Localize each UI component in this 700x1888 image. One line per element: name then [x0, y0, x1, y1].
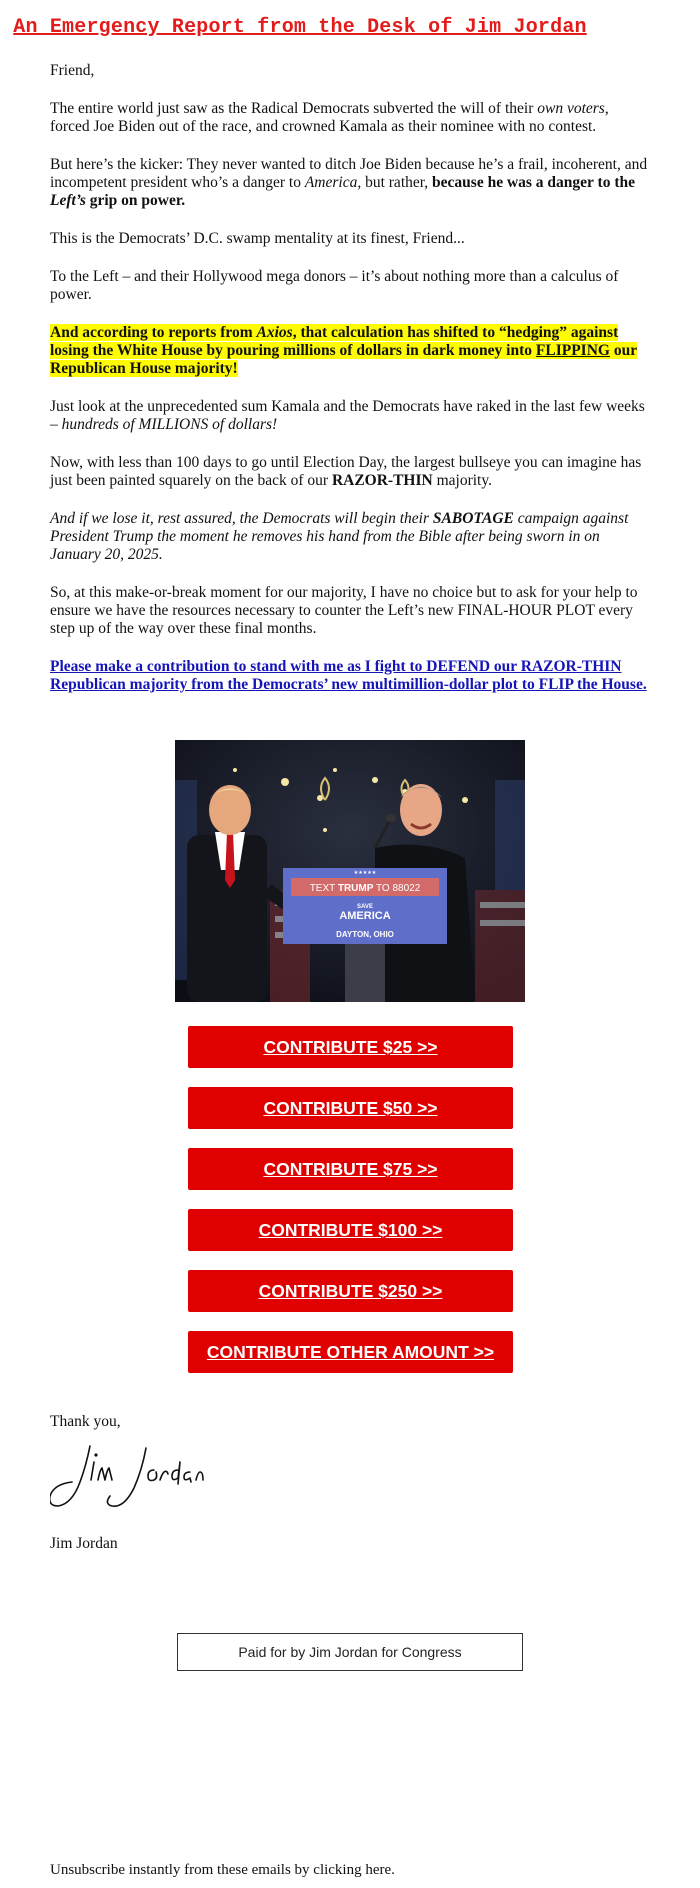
paragraph-8: And if we lose it, rest assured, the Democrats will begin their SABOTAGE campaign against President Trump the moment he removes his hand from the Bible after being sworn in on January 20, 2025.	[50, 510, 629, 563]
signer-name: Jim Jordan	[50, 1535, 118, 1552]
paragraph-6: Just look at the unprecedented sum Kamala and the Democrats have raked in the last few weeks – hundreds of MILLIONS of dollars!	[50, 398, 645, 433]
greeting: Friend,	[50, 62, 95, 79]
paragraph-highlight: And according to reports from Axios, that calculation has shifted to “hedging” against losing the White House by pouring millions of dollars in dark money into FLIPPING our Republican House majority!	[50, 324, 637, 377]
contribute-50-button[interactable]: CONTRIBUTE $50 >>	[188, 1087, 513, 1129]
sign-stars: ★★★★★	[353, 870, 377, 876]
rally-photo	[175, 740, 525, 1002]
paid-for-disclaimer: Paid for by Jim Jordan for Congress	[177, 1633, 523, 1671]
sign-save: SAVE	[357, 904, 373, 910]
paragraph-2: But here’s the kicker: They never wanted to ditch Joe Biden because he’s a frail, incoherent, and incompetent president who’s a danger to America, but rather, because he was a danger to the Left’s grip on power.	[50, 156, 648, 209]
contribution-link[interactable]: Please make a contribution to stand with me as I fight to DEFEND our RAZOR-THIN Republican majority from the Democrats’ new multimillion-dollar plot to FLIP the House.	[50, 658, 647, 693]
sign-city: DAYTON, OHIO	[336, 930, 394, 939]
contribution-link-paragraph	[50, 658, 650, 694]
paragraph-3: This is the Democrats’ D.C. swamp mentality at its finest, Friend...	[50, 230, 465, 247]
unsubscribe-link[interactable]: Unsubscribe instantly from these emails by clicking here.	[50, 1862, 395, 1878]
paragraph-9: So, at this make-or-break moment for our majority, I have no choice but to ask for your help to ensure we have the resources necessary to counter the Left’s new FINAL-HOUR PLOT every step up of the way over these final months.	[50, 584, 638, 637]
contribute-25-button[interactable]: CONTRIBUTE $25 >>	[188, 1026, 513, 1068]
contribute-75-button[interactable]: CONTRIBUTE $75 >>	[188, 1148, 513, 1190]
paragraph-1: The entire world just saw as the Radical Democrats subverted the will of their own voters, forced Joe Biden out of the race, and crowned Kamala as their nominee with no contest.	[50, 100, 609, 135]
sign-america: AMERICA	[339, 910, 391, 922]
contribute-250-button[interactable]: CONTRIBUTE $250 >>	[188, 1270, 513, 1312]
paragraph-7: Now, with less than 100 days to go until Election Day, the largest bullseye you can imagine has just been painted squarely on the back of our RAZOR-THIN majority.	[50, 454, 642, 489]
signature-image	[50, 1440, 210, 1515]
sign-text-trump: TEXT TRUMP TO 88022	[309, 883, 421, 894]
contribute-100-button[interactable]: CONTRIBUTE $100 >>	[188, 1209, 513, 1251]
closing: Thank you,	[50, 1413, 121, 1430]
paragraph-4: To the Left – and their Hollywood mega donors – it’s about nothing more than a calculus of power.	[50, 268, 619, 303]
email-title: An Emergency Report from the Desk of Jim Jordan	[13, 16, 587, 39]
contribute-other-button[interactable]: CONTRIBUTE OTHER AMOUNT >>	[188, 1331, 513, 1373]
